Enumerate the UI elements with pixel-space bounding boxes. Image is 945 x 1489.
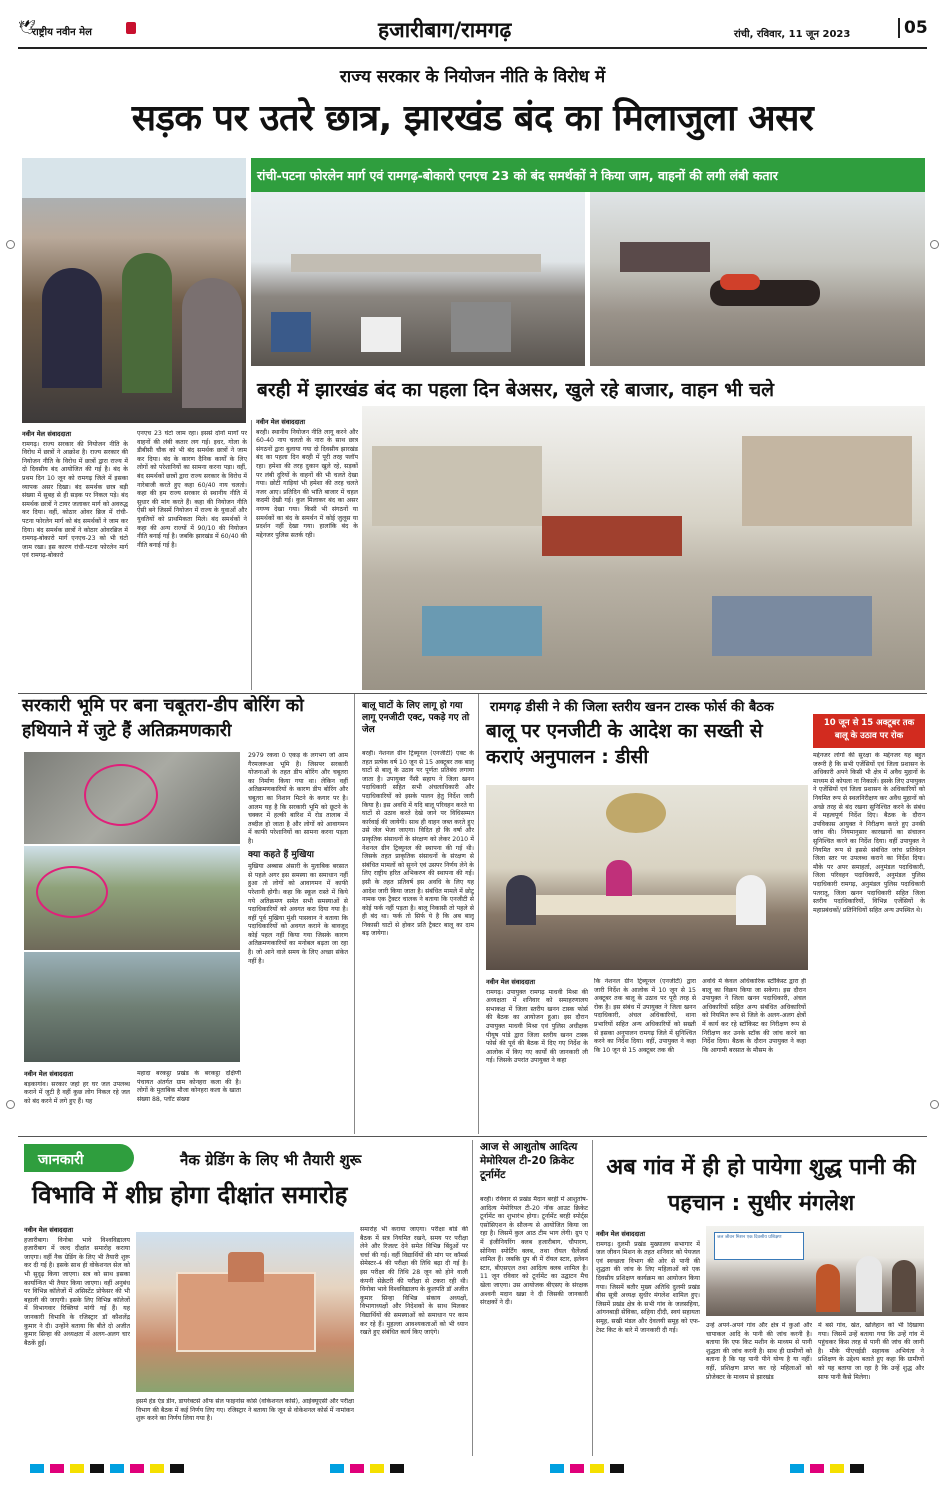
university-building-photo xyxy=(136,1232,354,1392)
water-column-3 xyxy=(818,1322,924,1456)
water-col2-text: उन्हें अपने-अपने गांव और क्षेत्र में कुओं और चापाकल आदि के पानी की जांच करनी है। बताया कि एफ किट मशीन के माध्यम से पानी शुद्धता की जांच करनी है। साथ ही ग्रामीणों को बताना है कि यह पानी पीने योग्य है या नहीं। वहीं, प्रशिक्षण प्राप्त कर रहे महिलाओं को प्रोजेक्टर के माध्यम से झारखंड xyxy=(706,1322,812,1381)
encroach-photo-3 xyxy=(24,952,240,1062)
encroach-column-1 xyxy=(24,1070,130,1132)
side-tag-text: 10 जून से 15 अक्टूबर तक बालू के उठाव पर रोक xyxy=(823,718,915,741)
ngt-brief-body: बरही। नेशनल ग्रीन ट्रिब्यूनल (एनजीटी) एक्ट के तहत प्रत्येक वर्ष 10 जून से 15 अक्टूबर तक बालू घाटों से बालू के उठाव पर पूर्णतः प्रतिबंध लगाया जाता है। उपायुक्त नैंसी सहाय ने जिला खनन पदाधिकारी सहित सभी अंचलाधिकारी और पदाधिकारियों को इसके पालन हेतु निर्देश जारी किया है। इस अवधि में यदि बालू परिवहन करते या घाटों से उठाव करते देखे जाने पर विधिसम्मत कार्रवाई की जायेगी। साथ ही वाहन जब्त करते हुए उसे जेल भेजा जाएगा। विदित हो कि वर्षा और प्राकृतिक संसाधनों के संरक्षण को लेकर 2010 में नेशनल ग्रीन ट्रिब्यूनल की स्थापना की गई थी। जिसके तहत प्राकृतिक संसाधनों के संरक्षण से संबंधित मामलों को सुनने एवं उसपर निर्णय लेने के लिए राष्ट्रीय हरित अभिकरण की स्थापना की गई। इसी के तहत प्रतिवर्ष इस अवधि के लिए यह आदेश जारी किया जाता है। संबंधित मामले में छोटू नामक एक ट्रैक्टर चालक ने बताया कि एनजीटी से कोई फर्क नहीं पड़ता है। बालू निकासी तो पहले से ही बंद था। फर्क तो सिर्फ ये है कि अब बालू निकासी घाटों से होकर प्रति ट्रैक्टर बालू का दाम बढ़ जायेगा। xyxy=(362,750,474,938)
side-tag xyxy=(813,714,925,748)
water-column-2 xyxy=(706,1322,812,1456)
lead-byline: नवीन मेल संवाददाता xyxy=(22,430,71,438)
vbu-column-1 xyxy=(24,1226,130,1456)
encroach-photo-2 xyxy=(24,846,240,950)
dc-meeting-photo xyxy=(486,785,808,970)
vbu-col3-text: समारोह भी कराया जाएगा। परीक्षा बोर्ड की बैठक में सत्र नियमित रखने, समय पर परीक्षा लेने और रिजल्ट देने समेत विभिन्न बिंदुओं पर चर्चा की गई। वहीं विद्यार्थियों की मांग पर कॉमर्स सेमेस्टर-4 की परीक्षा की तिथि बढ़ा दी गई है। इस परीक्षा की तिथि 28 जून को होने वाली कंपनी सेक्रेटरी की परीक्षा से टकरा रही थी। विनोबा भावे विश्वविद्यालय के कुलपति डॉ अजीत कुमार सिन्हा विभिन्न संकाय अध्यक्षों, विभागाध्यक्षों और निदेशकों के साथ मिलकर विद्यार्थियों की समस्याओं को समाधान पर काम कर रहे हैं। मुहल्ला आवश्यकताओं को भी ध्यान रखते हुए संबंधित कार्य किए जाएंगे। xyxy=(360,1226,468,1337)
photo-strip-text: रांची-पटना फोरलेन मार्ग एवं रामगढ़-बोकारो एनएच 23 को बंद समर्थकों ने किया जाम, वाहनों की लगी लंबी कतार xyxy=(257,168,778,183)
vbu-byline: नवीन मेल संवाददाता xyxy=(24,1226,73,1234)
barhi-byline: नवीन मेल संवाददाता xyxy=(256,418,305,426)
cricket-body: बरही। रविवार से प्रखंड मैदान बरही में आशुतोष-आदित्य मेमोरियल टी-20 नॉक आउट क्रिकेट टूर्नामेंट का शुभारंभ होगा। टूर्नामेंट बरही स्पोर्ट्स एसोसिएशन के सौजन्य से आयोजित किया जा रहा है। जिसमें कुल आठ टीम भाग लेगी। ग्रुप ए में इंजीनियरिंग क्लब हजारीबाग, चौपारण, सोनिया स्पोर्टिंग क्लब, तथा रॉयल चैलेंजर्स शामिल हैं। जबकि ग्रुप बी में रॉयल स्टार, इलेवन स्टार, बीएसएल तथा आदित्य क्लब शामिल है। 11 जून रविवार को टूर्नामेंट का उद्घाटन मैच खेला जाएगा। उस आयोजक बीएसए के संरक्षक अश्वनी मदान खन्ना ने दी जिसकी जानकारी संरक्षकों ने दी। xyxy=(480,1196,588,1307)
bird-logo-icon: 🕊 xyxy=(18,20,36,36)
barhi-column xyxy=(256,418,358,692)
encroach-column-3 xyxy=(248,752,348,1132)
vbu-tag-text: जानकारी xyxy=(38,1152,84,1168)
vbu-col1-text: हजारीबाग। विनोबा भावे विश्वविद्यालय हजारीबाग में जल्द दीक्षांत समारोह कराया जाएगा। वहीं नैक ग्रेडिंग के लिए भी तैयारी शुरू कर दी गई है। इसके साथ ही वोकेशनल सेल को भी सुदृढ़ किया जाएगा। सत्र को साथ इसका कार्यान्वित भी तैयार किया जाएगा। वहीं अनुबंध पर विभिन्न कॉलेजों में असिस्टेंट प्रोफेसर की भी बहाली की जाएगी। इसके लिए विभिन्न कॉलेजों में विभागवार रिक्तियां मांगी गई हैं। यह जानकारी विभावि के रजिस्ट्रार डॉ कौशलेंद्र कुमार ने दी। उन्होंने बताया कि बीते दो अजीत कुमार सिन्हा की अध्यक्षता में अलग-अलग चार बैठकें हुईं। xyxy=(24,1236,130,1347)
lead-col1-text: रामगढ़। राज्य सरकार की नियोजन नीति के विरोध में छात्रों ने आक्रोश है। राज्य सरकार की नियोजन नीति के विरोध में छात्रों द्वारा राज्य में दो दिवसीय बंद आयोजित की गई है। बंद के प्रथम दिन 10 जून को रामगढ़ जिले में इसका व्यापक असर दिखा। बंद समर्थक छात्र बड़ी संख्या में सुबह से ही सड़क पर निकल पड़े। बंद समर्थक छात्रों ने टायर जलाकर मार्ग को अवरुद्ध कर दिया। वहीं, कोठार ओवर ब्रिज में रांची-पटना फोरलेन मार्ग को बंद समर्थकों ने जाम कर दिया। बंद समर्थक छात्रों ने कोठार ओवरब्रिज में रामगढ़-बोकारो मार्ग एनएच-23 को भी घंटो जाम रखा। इस कारण रांची-पटना फोरलेन मार्ग एवं रामगढ़-बोकारो xyxy=(22,440,128,560)
vbu-col2-text: इसमें हेड एंड डीन, डायरेक्टर्स ऑफ सेल फाइनांस कोर्स (वोकेशनल कोर्स), आईक्यूएसी और परीक्षा विभाग की बैठक में कई निर्णय लिए गए। रजिस्ट्रार ने बताया कि जून से वोकेशनल कोर्स में नामांकन शुरू करने का निर्णय लिया गया है। xyxy=(136,1398,354,1423)
lead-headline: सड़क पर उतरे छात्र, झारखंड बंद का मिलाजुला असर xyxy=(131,98,814,139)
encroach-column-2 xyxy=(137,1070,241,1132)
dc-side-column: मद्देनजर लोगों की सुरक्षा के मद्देनजर यह बहुत जरूरी है कि सभी एजेंसियों एवं जिला प्रशासन के अधिकारी अपने किसी भी क्षेत्र में अवैध मुहानों के माध्यम से कोयला ना निकालें। इसके लिए उपायुक्त ने एजेंसियों एवं जिला प्रशासन के अधिकारियों को नियमित रूप से स्थलनिरीक्षण कर अवैध मुहानों को अच्छे तरह से बंद रखना सुनिश्चित करने के संबंध में महत्वपूर्ण निर्देश दिए। बैठक के दौरान उपविकास आयुक्त ने निरीक्षण करते हुए उनकी जांच की। नियमानुसार कारखानों का संचालन सुनिश्चित करने का निर्देश दिया। वहीं उपायुक्त ने नियमित रूप से इससे संबंधित जांच प्रतिवेदन जिला स्तर पर उपलब्ध कराने का निर्देश दिया। मौके पर अपर समाहर्ता, अनुमंडल पदाधिकारी, जिला परिवहन पदाधिकारी, अनुमंडल पुलिस पदाधिकारी रामगढ़, अनुमंडल पुलिस पदाधिकारी पतरातू, जिला खनन पदाधिकारी सहित जिला स्तरीय पदाधिकारियों, विभिन्न एजेंसियों के महाप्रबंधकों/ प्रतिनिधियों सहित अन्य उपस्थित थे। xyxy=(813,752,925,914)
encroach-body-4: महादा बरकट्ठा प्रखंड के बरकट्ठा दक्षिणी पंचायत अंतर्गत ग्राम कोनहरा कला की है। लोगों के मुताबिक मौजा कोनहरा कला के खाता संख्या 88, प्लॉट संख्या xyxy=(137,1070,241,1103)
dc-column-1 xyxy=(486,978,588,1132)
vbu-kicker: नैक ग्रेडिंग के लिए भी तैयारी शुरू xyxy=(180,1151,362,1169)
dc-column-3 xyxy=(702,978,806,1132)
registration-mark-icon xyxy=(930,240,939,249)
section-title: हजारीबाग/रामगढ़ xyxy=(378,17,512,42)
encroach-body-1: बड़कागांव। सरकार जहां हर घर जल उपलब्ध कराने में जुटी है वहीं कुछ लोग निकल रहे जल को बंद करने में लगे हुए हैं। यह xyxy=(24,1080,130,1105)
cricket-headline: आज से आशुतोष आदित्य मेमोरियल टी-20 क्रिकेट टूर्नामेंट xyxy=(480,1141,578,1181)
dc-column-2 xyxy=(594,978,696,1132)
lead-col2-text: एनएच 23 घंटो जाम रहा। इससे दोनों मार्गों पर वाहनों की लंबी कतार लग गई। इधर, गोला के डीबीसी चौक को भी बंद समर्थक छात्रों ने जाम कर दिया। बंद के कारण दैनिक कार्यों के लिए लोगों को परेशानियों का सामना करना पड़ा। वहीं, बंद समर्थकों छात्रों द्वारा राज्य सरकार के विरोध में नारेबाजी करते हुए कहा 60/40 नाय चलतो। कहा की हम राज्य सरकार से स्थानीय नीति में सुधार की मांग करते हैं। कहा की नियोजन नीति ऐसी बने जिसमें नियोजन में राज्य के युवाओं और युवतियों को प्राथमिकता मिले। बंद समर्थकों ने कहा की अन्य राज्यों में 90/10 की नियोजन नीति बनाई गई है। जबकि झारखंड में 60/40 की नीति बनाई गई है। xyxy=(137,430,247,549)
encroach-headline: सरकारी भूमि पर बना चबूतरा-डीप बोरिंग को हथियाने में जुटे हैं अतिक्रमणकारी xyxy=(22,696,304,741)
barhi-col-text: बरही। स्थानीय नियोजन नीति लागू करने और 60-40 नाय चलतो के नारा के साथ छात्र संगठनों द्वारा बुलाया गया दो दिवसीय झारखंड बंद का पहला दिन बरही में पूरी तरह फ्लॉप रहा। हमेशा की तरह दुकान खुले रहे, सड़कों पर लंबी दूरियों के वाहनों की भी चलते देखा गया। छोटी गाड़ियां भी हमेशा की तरह चलते नजर आए। प्रतिदिन की भांति बाजार में चहल कदमी देखी गई। कुल मिलाकर बंद का असर नगण्य देखा गया। किसी भी संगठनों या समर्थकों का बंद के समर्थन में कोई जुलूस या प्रदर्शन नहीं देखा गया। हालांकि बंद के मद्देनजर पुलिस सतर्क रही। xyxy=(256,428,358,539)
registration-mark-icon xyxy=(6,1100,15,1109)
brand-mark-icon xyxy=(126,22,136,34)
lead-column-2 xyxy=(137,430,247,692)
dc-kicker: रामगढ़ डीसी ने की जिला स्तरीय खनन टास्क फोर्स की बैठक xyxy=(490,700,774,715)
dc-headline: बालू पर एनजीटी के आदेश का सख्ती से कराएं अनुपालन : डीसी xyxy=(486,720,763,768)
encroach-body-3: मुखिया अब्बास अंसारी के मुताबिक बरसात से पहले अगर इस समस्या का समाधान नहीं हुआ तो लोगों को आवागमन में काफी परेशानी होगी। कहा कि स्कूल रास्ते में किये गये अतिक्रमण समेत सभी समस्याओं से पदाधिकारियों को अवगत करा दिया गया है। वहीं पूर्व मुखिया मुंशी पासवान ने बताया कि पदाधिकारियों को अवगत कराने के बावजूद कोई पहल नहीं किया गया जिसके कारण अतिक्रमणकारियों का मनोबल बढ़ता जा रहा है। जो आने वाले समय के लिए अच्छा संकेत नहीं है। xyxy=(248,863,348,965)
water-col3-text: में बसे गांव, खेत, खलिहान को भी दिखाया गया। जिसमें उन्हें बताया गया कि उन्हें गांव में पहुंचकर किस तरह से पानी की जांच की जानी है। मौके पीएचईडी सहायक अभियंता ने प्रशिक्षण के उद्देश्य बताते हुए कहा कि ग्रामीणों को यह बताया जा रहा है कि उन्हें शुद्ध और साफ पानी कैसे मिलेगा। xyxy=(818,1322,924,1381)
lead-kicker: राज्य सरकार के नियोजन नीति के विरोध में xyxy=(339,67,606,87)
vbu-column-3 xyxy=(360,1226,468,1456)
water-byline: नवीन मेल संवाददाता xyxy=(596,1230,645,1238)
paper-name: राष्ट्रीय नवीन मेल xyxy=(32,27,92,38)
encroach-subhead: क्या कहते हैं मुखिया xyxy=(248,849,314,860)
page-number: 05 xyxy=(898,18,928,38)
lead-column-1 xyxy=(22,430,128,692)
registration-mark-icon xyxy=(6,240,15,249)
dateline: रांची, रविवार, 11 जून 2023 xyxy=(734,29,851,40)
ngt-brief-headline: बालू घाटों के लिए लागू हो गया लागू एनजीटी एक्ट, पकड़े गए तो जेल xyxy=(362,701,470,735)
dc-col2-text: कि नेशनल ग्रीन ट्रिब्यूनल (एनजीटी) द्वारा जारी निर्देश के आलोक में 10 जून से 15 अक्टूबर तक बालू के उठाव पर पूरी तरह से रोक है। इस संबंध में उपायुक्त ने जिला खनन पदाधिकारी, अंचल अधिकारियों, थाना प्रभारियों सहित अन्य अधिकारियों को सख्ती से इसका अनुपालन रामगढ़ जिले में सुनिश्चित करने का निर्देश दिया। वहीं, उपायुक्त ने कहा कि 10 जून से 15 अक्टूबर तक की xyxy=(594,978,696,1054)
vbu-headline: विभावि में शीघ्र होगा दीक्षांत समारोह xyxy=(32,1181,348,1209)
masthead xyxy=(18,12,927,48)
dc-byline: नवीन मेल संवाददाता xyxy=(486,978,535,986)
print-color-strip xyxy=(30,1464,910,1476)
encroach-body-2: 2979 रकवा 0 एकड़ के लगभग जो आम गैरमजरूआ भूमि है। जिसपर सरकारी योजनाओं के तहत डीप बोरिंग और चबूतरा का निर्माण किया गया था। लेकिन वहीं अतिक्रमणकारियों के कारण डीप बोरिंग और चबूतरा का निशान मिटने के कगार पर है। आलम यह है कि सरकारी भूमि को छूटने के चक्कर में हल्की बारिश में रोड तालाब में तब्दील हो जाता है और लोगों को आवागमन में काफी परेशानियों का सामना करना पड़ता है। xyxy=(248,752,348,845)
water-training-photo xyxy=(706,1226,924,1316)
protest-photo-1 xyxy=(22,158,246,423)
barhi-market-photo xyxy=(362,406,925,690)
dc-col1-text: रामगढ़। उपायुक्त रामगढ़ माधवी मिश्रा की अध्यक्षता में शनिवार को समाहरणालय सभाकक्ष में जिला स्तरीय खनन टास्क फोर्स की बैठक का आयोजन हुआ। इस दौरान उपायुक्त माधवी मिश्रा एवं पुलिस अधीक्षक पीयूष पांडे द्वारा जिला स्तरीय खनन टास्क फोर्स की पूर्व की बैठक में दिए गए निर्देश के आलोक में किए गए कार्यों की जानकारी ली गई। जिसके उपरांत उपायुक्त ने कहा xyxy=(486,988,588,1065)
water-col1-text: रामगढ़। दुलमी प्रखंड मुख्यालय सभागार में जल जीवन मिशन के तहत शनिवार को पेयजल एवं स्वच्छता विभाग की ओर से पानी की शुद्धता की जांच के लिए महिलाओं को एक दिवसीय प्रशिक्षण कार्यक्रम का आयोजन किया गया। जिसमें बतौर मुख्य अतिथि दुलमी प्रखंड बीस सूत्री अध्यक्ष सुधीर मंगलेश शामिल हुए। जिसमें प्रखंड क्षेत्र के सभी गांव के जलसहिया, आंगनबाड़ी सेविका, सहिया दीदी, स्वयं सहायता समूह, सखी मंडल और देवलयी समूह को एफ-टेस्ट किट के बारे में जानकारी दी गई। xyxy=(596,1240,700,1334)
barhi-headline: बरही में झारखंड बंद का पहला दिन बेअसर, खुले रहे बाजार, वाहन भी चले xyxy=(257,379,775,401)
registration-mark-icon xyxy=(930,1100,939,1109)
vbu-column-2 xyxy=(136,1398,354,1456)
vbu-tag xyxy=(24,1144,134,1172)
water-headline: अब गांव में ही हो पायेगा शुद्ध पानी की पहचान : सुधीर मंगलेश xyxy=(606,1155,916,1216)
masthead-rule xyxy=(18,47,927,49)
dc-col3-text: अवधि में केवल अधिकारिक स्टॉकिस्ट द्वारा ही बालू का विक्रय किया जा सकेगा। इस दौरान उपायुक्त ने जिला खनन पदाधिकारी, अंचल अधिकारियों सहित अन्य संबंधित अधिकारियों को नियमित रूप से जिले के अलग-अलग क्षेत्रों में कार्य कर रहे स्टॉकिस्ट का निरीक्षण रूप से निरीक्षण कर उनके स्टॉक की जांच करने का निर्देश दिया। बैठक के दौरान उपायुक्त ने कहा कि आगामी बरसात के मौसम के xyxy=(702,978,806,1054)
flyover-jam-photo xyxy=(251,192,585,366)
water-column-1 xyxy=(596,1230,700,1456)
encroach-byline: नवीन मेल संवाददाता xyxy=(24,1070,73,1078)
water-banner-text: जल जीवन मिशन एक दिवसीय प्रशिक्षण xyxy=(717,1235,782,1240)
encroach-photo-1 xyxy=(24,752,240,844)
burning-tyre-photo xyxy=(590,192,925,366)
photo-strip-caption xyxy=(251,158,925,192)
